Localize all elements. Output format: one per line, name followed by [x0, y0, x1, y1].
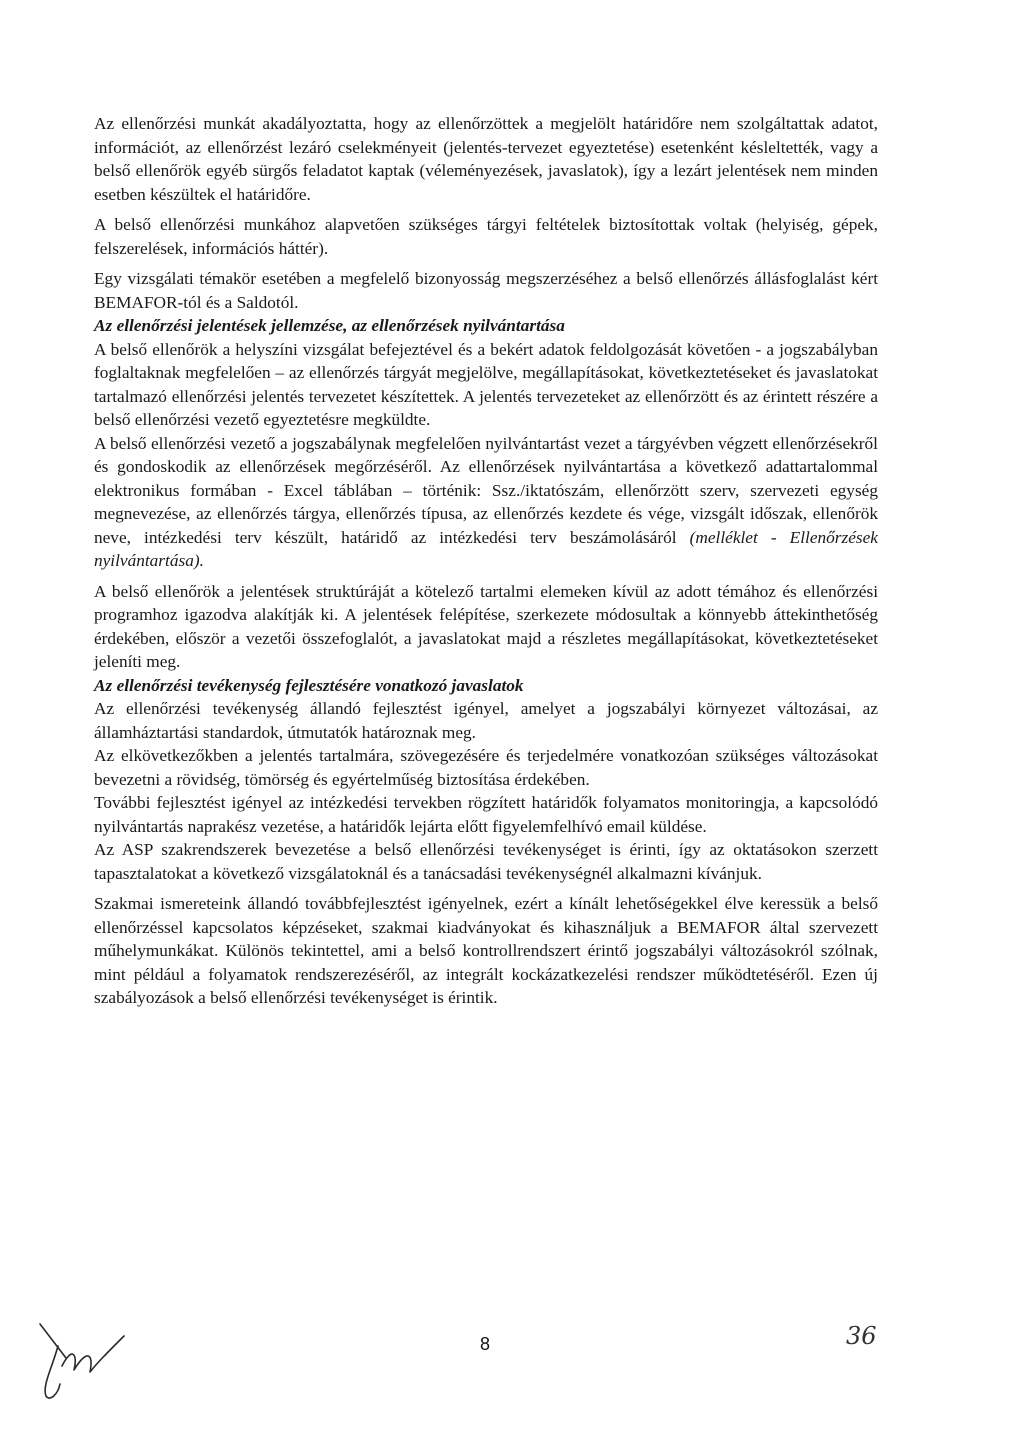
handwritten-page-number: 36: [846, 1322, 877, 1350]
section-heading-reports: Az ellenőrzési jelentések jellemzése, az ellenőrzések nyilvántartása: [94, 316, 565, 335]
paragraph-draft-reports: A belső ellenőrök a helyszíni vizsgálat befejeztével és a bekért adatok feldolgozását követően - a jogszabályban foglaltaknak megfelelően – az ellenőrzés tárgyát megjelölve, megállapításokat, következtetéseket és javaslatokat tartalmazó ellenőrzési jelentés tervezetet készítettek. A jelentés tervezeteket az ellenőrzött és az érintett részére a belső ellenőrzési vezető egyeztetésre megküldte.: [94, 339, 878, 429]
section-heading-development: Az ellenőrzési tevékenység fejlesztésére vonatkozó javaslatok: [94, 675, 524, 695]
document-body: [94, 112, 878, 1010]
paragraph-consultation: Egy vizsgálati témakör esetében a megfelelő bizonyosság megszerzéséhez a belső ellenőrzés állásfoglalást kért BEMAFOR-tól és a Saldotól.: [94, 269, 878, 312]
register-appendix-reference: (melléklet - Ellenőrzések nyilvántartása).: [94, 527, 878, 570]
paragraph-monitoring: További fejlesztést igényel az intézkedési tervekben rögzített határidők folyamatos monitoringja, a kapcsolódó nyilvántartás naprakész vezetése, a határidők lejárta előtt figyelemfelhívó email küldése.: [94, 793, 878, 836]
paragraph-report-structure: A belső ellenőrök a jelentések struktúráját a kötelező tartalmi elemeken kívül az adott témához és ellenőrzési programhoz igazodva alakítják ki. A jelentések felépítése, szerkezete módosultak a könnyebb áttekinthetőség érdekében, először a vezetői összefoglalót, a javaslatokat majd a részletes megállapításokat, következtetéseket jeleníti meg.: [94, 581, 878, 671]
register-text: A belső ellenőrzési vezető a jogszabálynak megfelelően nyilvántartást vezet a tárgyévben végzett ellenőrzésekről és gondoskodik az ellenőrzések megőrzéséről. Az ellenőrzések nyilvántartása a következő adattartalommal elektronikus formában - Excel táblában – történik: Ssz./iktatószám, ellenőrzött szerv, szervezeti egység megnevezése, az ellenőrzés tárgya, ellenőrzés típusa, az ellenőrzés kezdete és vége, vizsgált időszak, ellenőrök neve, intézkedési terv készült, határidő az intézkedési terv beszámolásáról: [94, 433, 878, 547]
paragraph-register: [94, 432, 878, 573]
paragraph-conditions: A belső ellenőrzési munkához alapvetően szükséges tárgyi feltételek biztosítottak voltak (helyiség, gépek, felszerelések, információs háttér).: [94, 215, 878, 258]
paragraph-report-changes: Az elkövetkezőkben a jelentés tartalmára, szövegezésére és terjedelmére vonatkozóan szükséges változásokat bevezetni a rövidség, tömörség és egyértelműség biztosítása érdekében.: [94, 746, 878, 789]
paragraph-obstacles: Az ellenőrzési munkát akadályoztatta, hogy az ellenőrzöttek a megjelölt határidőre nem szolgáltattak adatot, információt, az ellenőrzést lezáró cselekményeit (jelentés-tervezet egyeztetése) esetenként késleltették, vagy a belső ellenőrök egyéb sürgős feladatot kaptak (véleményezések, javaslatok), így a lezárt jelentések nem minden esetben készültek el határidőre.: [94, 114, 878, 204]
paragraph-asp-systems: Az ASP szakrendszerek bevezetése a belső ellenőrzési tevékenységet is érinti, így az oktatásokon szerzett tapasztalatokat a következő vizsgálatoknál és a tanácsadási tevékenységnél alkalmazni kívánjuk.: [94, 840, 878, 883]
handwritten-signature: [28, 1306, 138, 1416]
paragraph-development-need: Az ellenőrzési tevékenység állandó fejlesztést igényel, amelyet a jogszabályi környezet változásai, az államháztartási standardok, útmutatók határoznak meg.: [94, 699, 878, 742]
page-number: 8: [480, 1334, 491, 1354]
paragraph-training: Szakmai ismereteink állandó továbbfejlesztést igényelnek, ezért a kínált lehetőségekkel élve keressük a belső ellenőrzéssel kapcsolatos képzéseket, szakmai kiadványokat és kihasználjuk a BEMAFOR által szervezett műhelymunkákat. Különös tekintettel, ami a belső kontrollrendszert érintő jogszabályi változásokról szólnak, mint például a folyamatok rendszerezéséről, az integrált kockázatkezelési rendszer működtetéséről. Ezen új szabályozások a belső ellenőrzési tevékenységet is érintik.: [94, 894, 878, 1007]
